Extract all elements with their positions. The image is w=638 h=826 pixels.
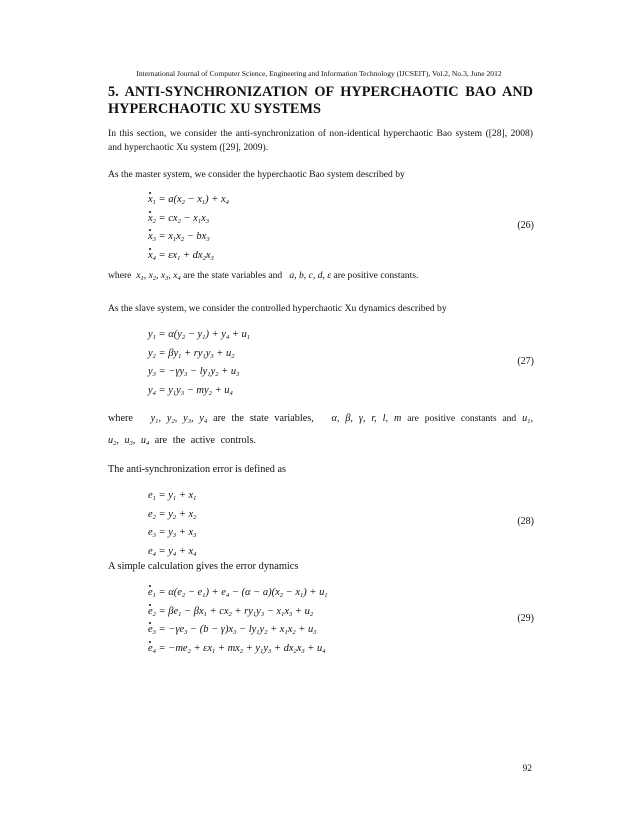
- state-variables-text-2: are the state variables,: [213, 413, 314, 424]
- intro-paragraph: In this section, we consider the anti-synchronization of non-identical hyperchaotic Bao system ([28], 2008) and hyperchaotic Xu system ([29], 2009).: [108, 128, 533, 153]
- active-controls-text: are the active controls.: [154, 435, 256, 446]
- equation-26-number: (26): [517, 220, 534, 231]
- where-state-slave: where $y_1$, $y_2$, $y_3$, $y_4$ are the state variables, α, β, γ, r, l, m are positive constants and $u_1$, $u_2$, $u_3$, $u_4$ are the active controls.: [108, 413, 534, 447]
- equation-28-number: (28): [517, 516, 534, 527]
- journal-header: International Journal of Computer Science, Engineering and Information Technology (IJCSEIT), Vol.2, No.3, June 2012: [136, 69, 502, 78]
- section-title: 5. ANTI-SYNCHRONIZATION OF HYPERCHAOTIC BAO AND HYPERCHAOTIC XU SYSTEMS: [108, 84, 533, 117]
- where-word-2: where: [108, 413, 133, 424]
- positive-constants-text: are positive constants.: [333, 270, 419, 281]
- where-state-master: where $x_1$, $x_2$, $x_3$, $x_4$ are the state variables and a, b, c, d, ε are positive constants.: [108, 270, 419, 282]
- equation-29-number: (29): [517, 613, 534, 624]
- error-intro: The anti-synchronization error is defined as: [108, 464, 286, 475]
- equation-28: $e_1 = y_1 + x_1$ $e_2 = y_2 + x_2$ $e_3 = y_3 + x_3$ $e_4 = y_4 + x_4$: [148, 490, 197, 558]
- equation-26: $x_1 = a(x_2 - x_1) + x_4$ $x_2 = cx_2 - x_1x_3$ $x_3 = x_1x_2 - bx_3$ $x_4 = \varepsilon x_1 + dx_2x_3$: [148, 191, 229, 265]
- equation-27: $y_1 = \alpha(y_2 - y_1) + y_4 + u_1$ $y_2 = \beta y_1 + ry_1y_3 + u_2$ $y_3 = -\gamma y_3 - ly_1y_2 + u_3$ $y_4 = y_1y_3 - my_2 + u_4$: [148, 329, 251, 397]
- equation-29: $e_1 = \alpha(e_2 - e_1) + e_4 - (\alpha - a)(x_2 - x_1) + u_1$ $e_2 = \beta e_1 - \beta x_1 + cx_2 + ry_1y_3 - x_1x_3 + u_2$ $e_3 = -\gamma e_3 - (b - \gamma)x_3 - ly_1y_2 + x_1x_2 + u_3$ $e_4 = -me_2 + \varepsilon x_1 + mx_2 + y_1y_3 + dx_2x_3 + u_4$: [148, 584, 328, 658]
- positive-constants-text-2: are positive constants and: [407, 413, 517, 424]
- slave-intro: As the slave system, we consider the controlled hyperchaotic Xu dynamics described by: [108, 303, 447, 314]
- state-variables-text: are the state variables and: [183, 270, 283, 281]
- master-intro: As the master system, we consider the hyperchaotic Bao system described by: [108, 169, 405, 180]
- calc-intro: A simple calculation gives the error dynamics: [108, 561, 299, 572]
- equation-27-number: (27): [517, 356, 534, 367]
- where-word: where: [108, 270, 132, 281]
- page-number: 92: [522, 764, 532, 774]
